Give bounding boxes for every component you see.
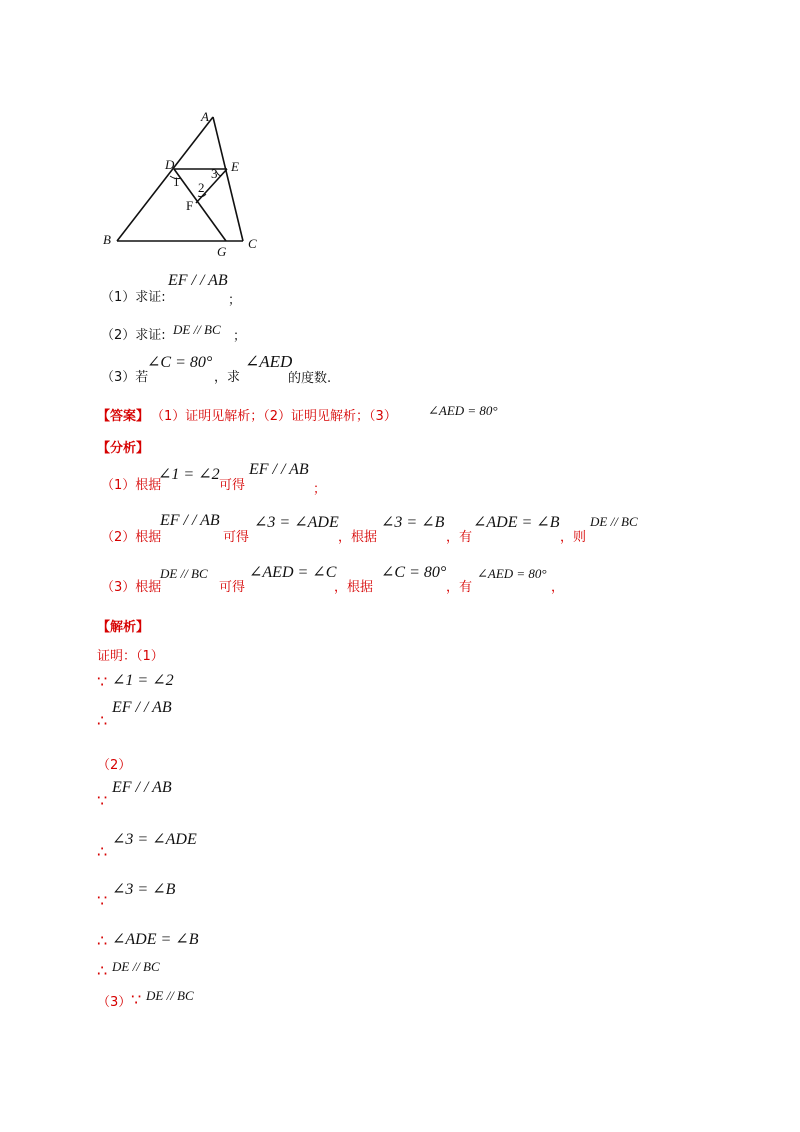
label-angle-1: 1 (173, 174, 180, 189)
label-angle-2: 2 (198, 180, 205, 195)
segment-ab (117, 117, 213, 241)
label-a: A (201, 109, 209, 124)
because-symbol: ∵ (97, 891, 108, 910)
analysis-l2-t2: ，根据 (338, 530, 378, 545)
q3-prefix: （3）若 (101, 370, 149, 385)
label-g: G (217, 244, 227, 259)
because-symbol: ∵ (97, 672, 108, 691)
p1-m1: ∠1 = ∠2 (112, 672, 174, 689)
analysis-l1-t1: 可得 (219, 478, 246, 493)
p3-head: （3） (97, 995, 132, 1010)
analysis-l2-t1: 可得 (223, 530, 250, 545)
analysis-l3-prefix: （3）根据 (101, 580, 162, 595)
analysis-l2-m5: DE // BC (590, 514, 638, 529)
answer-math: ∠AED = 80° (428, 403, 498, 418)
analysis-l3-m2: ∠AED = ∠C (249, 564, 337, 581)
analysis-l3-m1: DE // BC (160, 566, 208, 581)
geometry-figure (0, 0, 800, 270)
analysis-l1-m1: ∠1 = ∠2 (158, 466, 220, 483)
label-b: B (103, 232, 111, 247)
analysis-l2-m3: ∠3 = ∠B (381, 514, 445, 531)
analysis-l3-m3: ∠C = 80° (381, 564, 447, 581)
analysis-l3-t3: ，有 (446, 580, 473, 595)
proof-head: 证明：（1） (97, 649, 164, 664)
answer-text: （1）证明见解析；（2）证明见解析；（3） (151, 409, 397, 424)
q1-math: EF / / AB (168, 272, 228, 289)
label-angle-3: 3 (211, 166, 218, 181)
solution-label: 【解析】 (97, 620, 150, 635)
analysis-l2-m4: ∠ADE = ∠B (473, 514, 560, 531)
analysis-l2-m2: ∠3 = ∠ADE (254, 514, 339, 531)
analysis-l3-end: ， (551, 580, 565, 595)
p2-m2: ∠3 = ∠ADE (112, 831, 197, 848)
analysis-l3-t1: 可得 (219, 580, 246, 595)
q1-end: ； (228, 293, 242, 308)
analysis-l3-t2: ，根据 (334, 580, 374, 595)
p2-head: （2） (97, 758, 132, 773)
p2-m3: ∠3 = ∠B (112, 881, 176, 898)
p2-m1: EF / / AB (112, 779, 172, 796)
q3-math1: ∠C = 80° (147, 354, 213, 371)
therefore-symbol: ∴ (97, 842, 108, 861)
label-c: C (248, 236, 257, 251)
because-symbol: ∵ (131, 990, 142, 1009)
q3-math2: ∠AED (245, 352, 293, 371)
analysis-l2-t4: ，则 (560, 530, 587, 545)
label-e: E (231, 159, 239, 174)
analysis-l3-m4: ∠AED = 80° (477, 566, 547, 581)
p3-m1: DE // BC (146, 988, 194, 1003)
label-d: D (165, 157, 175, 172)
therefore-symbol: ∴ (97, 711, 108, 730)
p2-m5: DE // BC (112, 959, 160, 974)
analysis-l2-m1: EF / / AB (160, 512, 220, 529)
because-symbol: ∵ (97, 791, 108, 810)
analysis-label: 【分析】 (97, 441, 150, 456)
label-f: F (186, 198, 194, 213)
analysis-l2-prefix: （2）根据 (101, 530, 162, 545)
answer-label: 【答案】 (97, 409, 150, 424)
analysis-l2-t3: ，有 (446, 530, 473, 545)
q3-end: 的度数. (288, 371, 332, 386)
q2-prefix: （2）求证: (101, 328, 166, 343)
q2-math: DE // BC (173, 322, 221, 337)
p1-m2: EF / / AB (112, 699, 172, 716)
q2-end: ； (233, 329, 247, 344)
q1-prefix: （1）求证: (101, 290, 166, 305)
therefore-symbol: ∴ (97, 931, 108, 950)
analysis-l1-prefix: （1）根据 (101, 478, 162, 493)
q3-mid: ，求 (214, 370, 241, 385)
p2-m4: ∠ADE = ∠B (112, 931, 199, 948)
analysis-l1-m2: EF / / AB (249, 461, 309, 478)
analysis-l1-end: ； (313, 482, 327, 497)
therefore-symbol: ∴ (97, 961, 108, 980)
